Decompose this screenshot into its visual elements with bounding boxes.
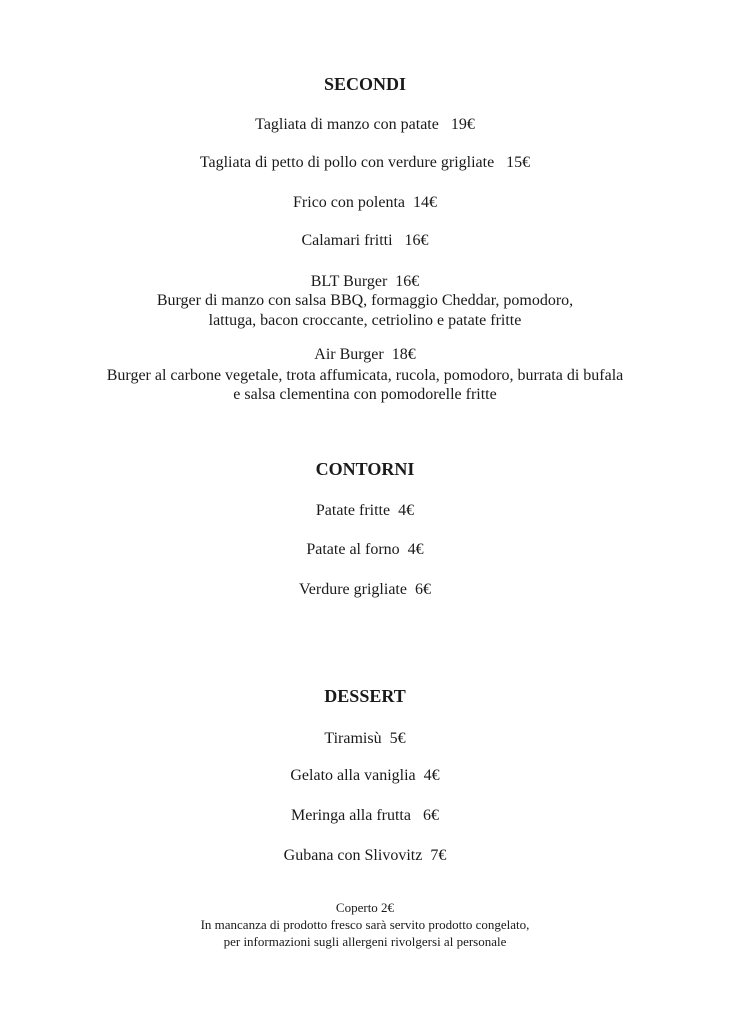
section-title-secondi: SECONDI xyxy=(323,74,407,94)
menu-item: Gelato alla vaniglia 4€ xyxy=(290,767,440,784)
menu-item: Tiramisù 5€ xyxy=(324,730,406,747)
section-title-contorni: CONTORNI xyxy=(315,459,415,479)
menu-item-description: lattuga, bacon croccante, cetriolino e patate fritte xyxy=(208,312,522,329)
cover-charge: Coperto 2€ xyxy=(335,900,395,915)
menu-item: Gubana con Slivovitz 7€ xyxy=(283,847,447,864)
menu-item-description: Burger di manzo con salsa BBQ, formaggio Cheddar, pomodoro, xyxy=(156,292,574,309)
footer-note: per informazioni sugli allergeni rivolgersi al personale xyxy=(223,934,507,949)
menu-item-description: Burger al carbone vegetale, trota affumicata, rucola, pomodoro, burrata di bufala xyxy=(106,367,624,384)
menu-item: Tagliata di petto di pollo con verdure grigliate 15€ xyxy=(199,154,531,171)
menu-item-description: e salsa clementina con pomodorelle fritte xyxy=(233,386,497,403)
menu-item: Calamari fritti 16€ xyxy=(301,232,429,249)
menu-item: Patate fritte 4€ xyxy=(315,502,415,519)
menu-item: BLT Burger 16€ xyxy=(310,273,420,290)
section-title-dessert: DESSERT xyxy=(324,686,406,706)
menu-item: Meringa alla frutta 6€ xyxy=(291,807,439,824)
menu-item: Verdure grigliate 6€ xyxy=(299,581,431,598)
footer-note: In mancanza di prodotto fresco sarà servito prodotto congelato, xyxy=(200,917,530,932)
menu-item: Air Burger 18€ xyxy=(314,346,416,363)
menu-item: Frico con polenta 14€ xyxy=(293,194,437,211)
menu-item: Tagliata di manzo con patate 19€ xyxy=(255,116,475,133)
menu-item: Patate al forno 4€ xyxy=(306,541,424,558)
